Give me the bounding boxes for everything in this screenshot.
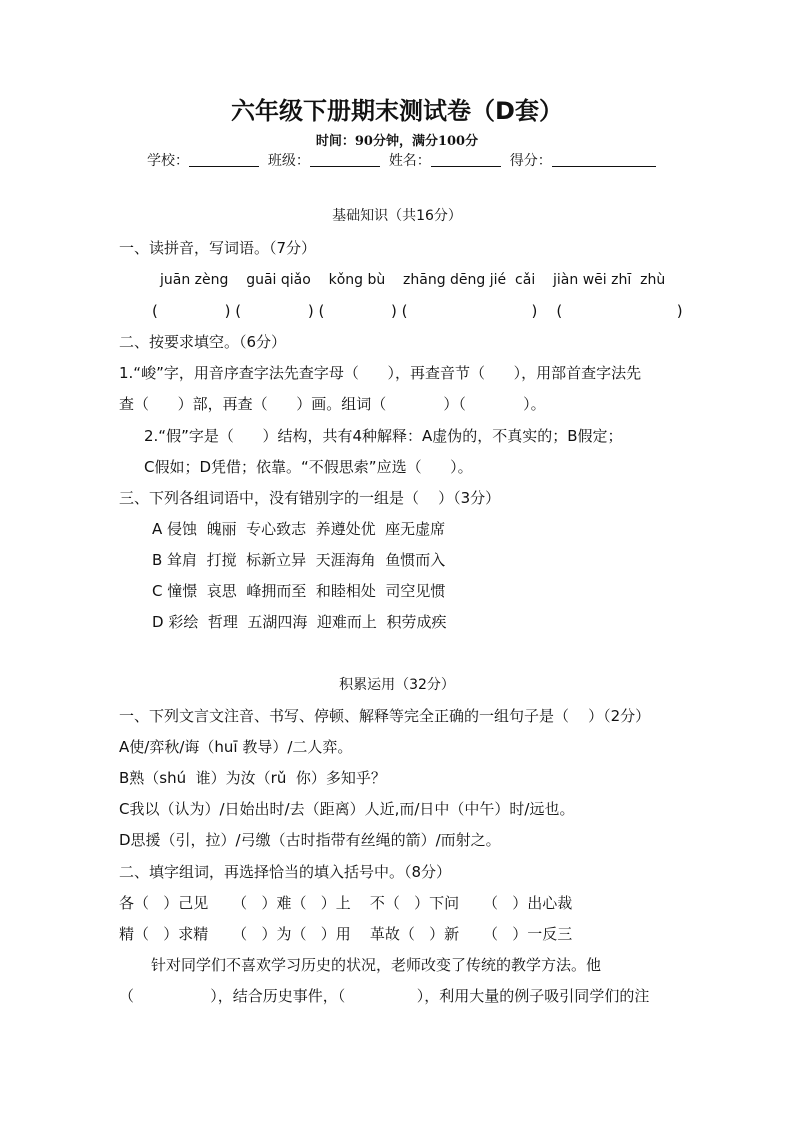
- school-label: 学校：: [147, 153, 189, 169]
- score-blank[interactable]: [552, 152, 656, 167]
- school-blank[interactable]: [189, 152, 259, 167]
- question-2-line-2: 查（ ）部，再查（ ）画。组词（ ）（ ）。: [119, 395, 546, 413]
- class-blank[interactable]: [310, 152, 380, 167]
- question-2-line-1: 1.“峻”字，用音序查字法先查字母（ ），再查音节（ ），用部首查字法先: [119, 364, 642, 382]
- class-label: 班级：: [267, 153, 310, 169]
- fill-words-title: 二、填字组词，再选择恰当的填入括号中。（8分）: [119, 863, 452, 881]
- classical-option-c[interactable]: C我以（认为）/日始出时/去（距离）人近,而/日中（中午）时/远也。: [119, 800, 575, 818]
- classical-option-b[interactable]: B熟（shú 谁）为汝（rǔ 你）多知乎？: [119, 769, 386, 787]
- question-3-option-a[interactable]: A 侵蚀 魄丽 专心致志 养遵处优 座无虚席: [152, 520, 446, 538]
- classical-option-d[interactable]: D思援（引，拉）/弓缴（古时指带有丝绳的箭）/而射之。: [119, 831, 501, 849]
- classical-question-title: 一、下列文言文注音、书写、停顿、解释等完全正确的一组句子是（ ）（2分）: [119, 707, 651, 725]
- classical-option-a[interactable]: A使/弈秋/诲（huī 教导）/二人弈。: [119, 738, 353, 756]
- question-3-option-b[interactable]: B 耸肩 打搅 标新立异 天涯海角 鱼惯而入: [152, 551, 446, 569]
- question-3-title: 三、下列各组词语中，没有错别字的一组是（ ）（3分）: [119, 489, 501, 507]
- paragraph-line-2[interactable]: （ ），结合历史事件，（ ），利用大量的例子吸引同学们的注: [119, 987, 650, 1005]
- name-blank[interactable]: [431, 152, 501, 167]
- page-title: 六年级下册期末测试卷（D套）: [231, 97, 563, 125]
- section-title-basics: 基础知识（共16分）: [332, 208, 462, 224]
- pinyin-answer-brackets[interactable]: ( ) ( ) ( ) ( ) ( ): [152, 302, 683, 320]
- student-info-fields: [147, 151, 656, 171]
- score-label: 得分：: [509, 153, 552, 169]
- exam-time-info: 时间：90分钟，满分100分: [315, 134, 479, 149]
- section-title-application: 积累运用（32分）: [339, 677, 455, 693]
- fill-words-row-1[interactable]: 各（ ）己见 （ ）难（ ）上 不（ ）下问 （ ）出心裁: [119, 894, 573, 912]
- paragraph-line-1: 针对同学们不喜欢学习历史的状况，老师改变了传统的教学方法。他: [151, 956, 602, 974]
- fill-words-row-2[interactable]: 精（ ）求精 （ ）为（ ）用 革故（ ）新 （ ）一反三: [119, 925, 573, 943]
- question-2-line-3: 2.“假”字是（ ）结构，共有4种解释：A虚伪的，不真实的；B假定；: [144, 427, 623, 445]
- question-1-title: 一、读拼音，写词语。（7分）: [119, 239, 317, 257]
- pinyin-line: juān zèng guāi qiǎo kǒng bù zhāng dēng jié cǎi jiàn wēi zhī zhù: [160, 272, 666, 288]
- name-label: 姓名：: [388, 153, 431, 169]
- question-2-title: 二、按要求填空。（6分）: [119, 333, 287, 351]
- question-3-option-c[interactable]: C 憧憬 哀思 峰拥而至 和睦相处 司空见惯: [152, 582, 446, 600]
- question-2-line-4: C假如；D凭借；依靠。“不假思索”应选（ ）。: [144, 458, 473, 476]
- question-3-option-d[interactable]: D 彩绘 哲理 五湖四海 迎难而上 积劳成疾: [152, 613, 447, 631]
